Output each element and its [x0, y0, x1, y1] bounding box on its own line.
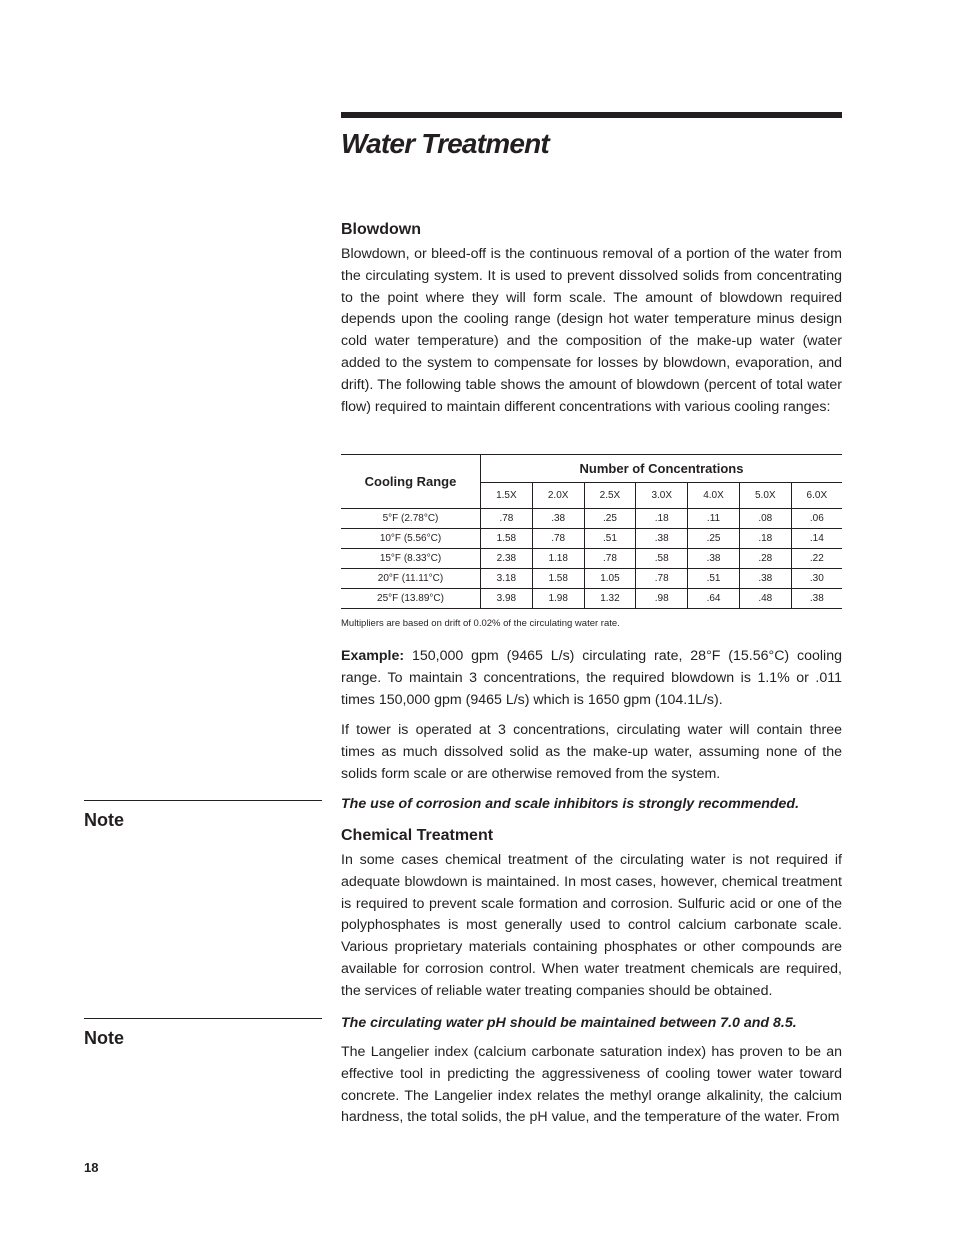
cooling-range-cell: 25°F (13.89°C) [341, 589, 481, 609]
blowdown-value-cell: .78 [636, 569, 688, 589]
blowdown-value-cell: .11 [688, 509, 740, 529]
blowdown-value-cell: .22 [791, 549, 842, 569]
blowdown-value-cell: .78 [584, 549, 636, 569]
table-row [341, 549, 842, 569]
langelier-paragraph: The Langelier index (calcium carbonate saturation index) has proven to be an effective tool in predicting the aggressiveness of cooling tower water toward concrete. The Langelier index relates the methyl orange alkalinity, the calcium hardness, the total solids, the pH value, and the temperature of the water. From [341, 1044, 842, 1126]
chemical-section [341, 827, 842, 1003]
blowdown-value-cell: .14 [791, 529, 842, 549]
blowdown-section [341, 221, 842, 418]
note-2 [341, 1013, 842, 1034]
concentrations-header: Number of Concentrations [481, 455, 843, 483]
note-2-text: The circulating water pH should be maintained between 7.0 and 8.5. [341, 1015, 797, 1031]
table-row [341, 529, 842, 549]
chemical-heading: Chemical Treatment [341, 827, 494, 844]
blowdown-value-cell: 1.18 [532, 549, 584, 569]
note-rule-2 [84, 1018, 322, 1019]
page-title: Water Treatment [341, 128, 549, 159]
note-rule-1 [84, 800, 322, 801]
page-number: 18 [84, 1160, 99, 1175]
example-paragraph [341, 646, 842, 711]
chemical-paragraph: In some cases chemical treatment of the circulating water is not required if adequate blowdown is maintained. In most cases, however, chemical treatment is required to prevent scale formation and corrosion. Sulfuric acid or one of the polyphosphates is most generally used to control calcium carbonate scale. Various proprietary materials containing phosphates or other compounds are available for corrosion control. When water treatment chemicals are required, the services of reliable water treating companies should be obtained. [341, 852, 842, 999]
note-label-2: Note [84, 1028, 124, 1048]
table-row [341, 569, 842, 589]
blowdown-table-wrap [341, 454, 842, 629]
multiplier-column-header: 3.0X [636, 483, 688, 509]
multiplier-column-header: 6.0X [791, 483, 842, 509]
example-text: 150,000 gpm (9465 L/s) circulating rate, 28°F (15.56°C) cooling range. To maintain 3 concentrations, the required blowdown is 1.1% or .011 times 150,000 gpm (9465 L/s) which is 1650 gpm (104.1L/s). [341, 648, 842, 708]
blowdown-value-cell: .18 [636, 509, 688, 529]
blowdown-value-cell: 3.98 [481, 589, 533, 609]
multiplier-column-header: 2.5X [584, 483, 636, 509]
blowdown-value-cell: .64 [688, 589, 740, 609]
table-row [341, 509, 842, 529]
blowdown-heading: Blowdown [341, 221, 421, 238]
blowdown-value-cell: 1.05 [584, 569, 636, 589]
blowdown-value-cell: 1.98 [532, 589, 584, 609]
blowdown-value-cell: .30 [791, 569, 842, 589]
title-rule [341, 112, 842, 118]
blowdown-value-cell: .78 [532, 529, 584, 549]
blowdown-value-cell: .58 [636, 549, 688, 569]
multiplier-column-header: 5.0X [739, 483, 791, 509]
blowdown-value-cell: 2.38 [481, 549, 533, 569]
note-1-text: The use of corrosion and scale inhibitors is strongly recommended. [341, 796, 800, 812]
blowdown-value-cell: .25 [584, 509, 636, 529]
concentration-paragraph: If tower is operated at 3 concentrations, circulating water will contain three times as much dissolved solid as the make-up water, assuming none of the solids form scale or are otherwise removed from the system. [341, 722, 842, 782]
blowdown-paragraph: Blowdown, or bleed-off is the continuous removal of a portion of the water from the circulating system. It is used to prevent dissolved solids from concentrating to the point where they will form scale. The amount of blowdown required depends upon the cooling range (design hot water temperature minus design cold water temperature) and the composition of the make-up water (water added to the system to compensate for losses by blowdown, evaporation, and drift). The following table shows the amount of blowdown (percent of total water flow) required to maintain different concentrations with various cooling ranges: [341, 246, 842, 415]
blowdown-value-cell: .06 [791, 509, 842, 529]
blowdown-value-cell: .25 [688, 529, 740, 549]
cooling-range-cell: 5°F (2.78°C) [341, 509, 481, 529]
blowdown-value-cell: .38 [688, 549, 740, 569]
table-footnote: Multipliers are based on drift of 0.02% of the circulating water rate. [341, 618, 620, 629]
blowdown-value-cell: .51 [688, 569, 740, 589]
blowdown-value-cell: .08 [739, 509, 791, 529]
blowdown-value-cell: .51 [584, 529, 636, 549]
cooling-range-cell: 10°F (5.56°C) [341, 529, 481, 549]
example-section [341, 646, 842, 786]
blowdown-value-cell: 1.58 [481, 529, 533, 549]
cooling-range-header: Cooling Range [341, 455, 481, 509]
note-1 [341, 794, 842, 815]
table-row [341, 589, 842, 609]
blowdown-value-cell: 3.18 [481, 569, 533, 589]
blowdown-value-cell: 1.32 [584, 589, 636, 609]
blowdown-value-cell: .98 [636, 589, 688, 609]
blowdown-table [341, 454, 842, 609]
note-label-1: Note [84, 810, 124, 830]
multiplier-column-header: 1.5X [481, 483, 533, 509]
blowdown-value-cell: .38 [636, 529, 688, 549]
cooling-range-cell: 20°F (11.11°C) [341, 569, 481, 589]
langelier-section [341, 1042, 842, 1129]
blowdown-value-cell: .18 [739, 529, 791, 549]
multiplier-column-header: 4.0X [688, 483, 740, 509]
multiplier-column-header: 2.0X [532, 483, 584, 509]
blowdown-table-body [341, 509, 842, 609]
blowdown-value-cell: .38 [739, 569, 791, 589]
blowdown-value-cell: 1.58 [532, 569, 584, 589]
blowdown-value-cell: .28 [739, 549, 791, 569]
blowdown-value-cell: .78 [481, 509, 533, 529]
example-label: Example: [341, 648, 405, 664]
blowdown-value-cell: .38 [791, 589, 842, 609]
cooling-range-cell: 15°F (8.33°C) [341, 549, 481, 569]
blowdown-value-cell: .38 [532, 509, 584, 529]
blowdown-value-cell: .48 [739, 589, 791, 609]
